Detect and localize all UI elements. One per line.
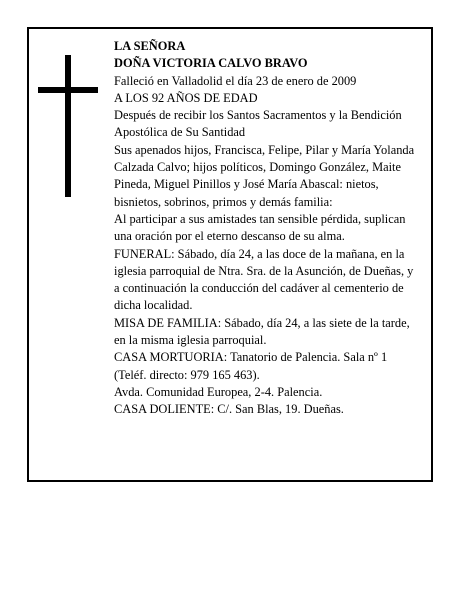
prayer-request-line: Al participar a sus amistades tan sensible pérdida, suplican una oración por el eterno descanso de su alma. [114, 211, 406, 244]
heading-title: LA SEÑORA [114, 39, 186, 53]
sacraments-line: Después de recibir los Santos Sacramentos y la Bendición Apostólica de Su Santidad [114, 108, 402, 140]
cross-icon [38, 55, 98, 197]
family-mass-line: MISA DE FAMILIA: Sábado, día 24, a las siete de la tarde, en la misma iglesia parroquial. [114, 315, 410, 348]
mortuary-address-line: Avda. Comunidad Europea, 2-4. Palencia. [114, 384, 323, 399]
home-address-line: CASA DOLIENTE: C/. San Blas, 19. Dueñas. [114, 402, 344, 417]
age-line: A LOS 92 AÑOS DE EDAD [114, 90, 258, 105]
funeral-line: FUNERAL: Sábado, día 24, a las doce de la mañana, en la iglesia parroquial de Ntra. Sra. de la Asunción, de Dueñas, y a continuación la conducción del cadáver al cementerio de dicha localidad. [114, 246, 414, 313]
mortuary-line: CASA MORTUORIA: Tanatorio de Palencia. Sala nº 1 (Teléf. directo: 979 165 463). [114, 350, 388, 382]
family-line: Sus apenados hijos, Francisca, Felipe, Pilar y María Yolanda Calzada Calvo; hijos políticos, Domingo González, Maite Pineda, Miguel Pinillos y José María Abascal: nietos, bisnietos, sobrinos, primos y demás familia: [114, 142, 415, 209]
cross-vertical-bar [65, 55, 71, 197]
cross-horizontal-bar [38, 87, 98, 93]
obituary-text [114, 38, 420, 419]
deceased-name: DOÑA VICTORIA CALVO BRAVO [114, 56, 308, 71]
death-date-line: Falleció en Valladolid el día 23 de enero de 2009 [114, 73, 357, 88]
